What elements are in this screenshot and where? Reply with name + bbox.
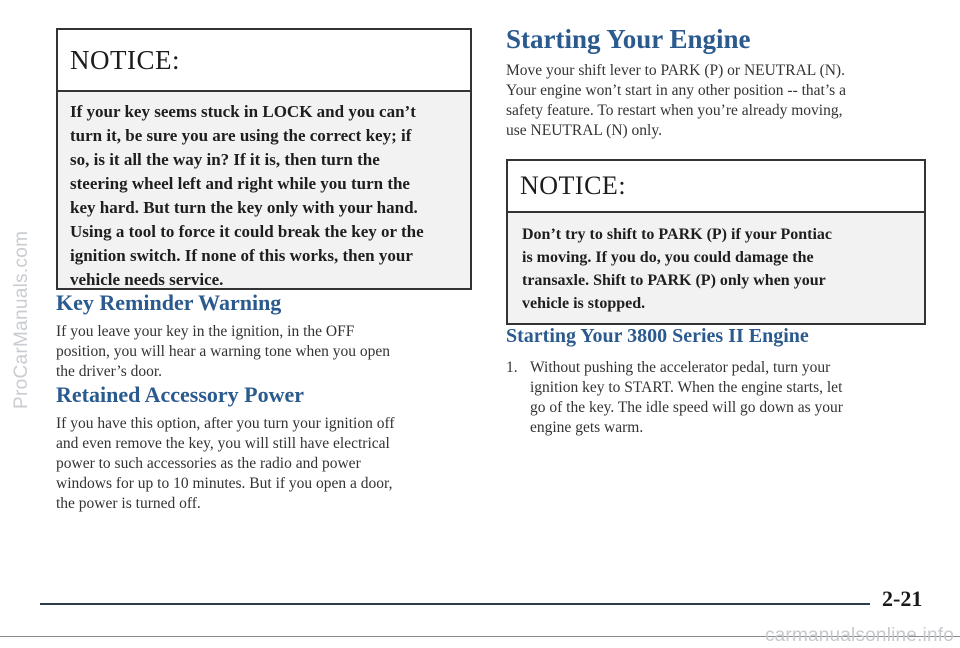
- body-line: Your engine won’t start in any other position -- that’s a: [506, 82, 846, 99]
- notice-title: NOTICE:: [58, 30, 470, 92]
- body-line: the power is turned off.: [56, 495, 201, 512]
- notice-text: [508, 213, 924, 315]
- notice-line: vehicle needs service.: [70, 270, 224, 289]
- step-line: Without pushing the accelerator pedal, turn your: [530, 359, 831, 376]
- body-line: position, you will hear a warning tone when you open: [56, 343, 391, 360]
- body-line: windows for up to 10 minutes. But if you open a door,: [56, 475, 393, 492]
- retained-power-heading: Retained Accessory Power: [56, 382, 305, 407]
- key-reminder-heading: Key Reminder Warning: [56, 290, 282, 315]
- notice-line: Don’t try to shift to PARK (P) if your Pontiac: [522, 226, 833, 243]
- notice-line: so, is it all the way in? If it is, then turn the: [70, 150, 380, 169]
- steps-list: [506, 358, 930, 438]
- body-line: safety feature. To restart when you’re already moving,: [506, 102, 843, 119]
- body-line: If you leave your key in the ignition, in the OFF: [56, 323, 355, 340]
- notice-box-park: [506, 159, 926, 325]
- left-column: [56, 28, 476, 514]
- footer-rule: [40, 603, 870, 605]
- bottom-watermark: carmanualsonline.info: [764, 625, 954, 646]
- side-watermark: ProCarManuals.com: [11, 230, 32, 410]
- page-number: 2-21: [882, 586, 923, 611]
- step-number: 1.: [506, 359, 518, 376]
- body-line: use NEUTRAL (N) only.: [506, 122, 662, 139]
- notice-line: Using a tool to force it could break the key or the: [70, 222, 424, 241]
- body-line: power to such accessories as the radio and power: [56, 455, 361, 472]
- body-line: and even remove the key, you will still have electrical: [56, 435, 390, 452]
- right-column: [506, 24, 930, 438]
- starting-engine-text: [506, 61, 930, 141]
- series-ii-heading: Starting Your 3800 Series II Engine: [506, 325, 809, 347]
- notice-box-key-stuck: [56, 28, 472, 290]
- body-line: If you have this option, after you turn your ignition off: [56, 415, 395, 432]
- notice-line: ignition switch. If none of this works, then your: [70, 246, 413, 265]
- body-line: Move your shift lever to PARK (P) or NEUTRAL (N).: [506, 62, 845, 79]
- starting-engine-heading: Starting Your Engine: [506, 24, 751, 54]
- step-line: engine gets warm.: [530, 419, 644, 436]
- notice-line: steering wheel left and right while you turn the: [70, 174, 410, 193]
- key-reminder-text: [56, 322, 476, 382]
- notice-text: [58, 92, 470, 292]
- notice-line: vehicle is stopped.: [522, 295, 646, 312]
- notice-line: If your key seems stuck in LOCK and you can’t: [70, 102, 416, 121]
- notice-line: is moving. If you do, you could damage the: [522, 249, 814, 266]
- notice-title: NOTICE:: [508, 161, 924, 213]
- notice-line: key hard. But turn the key only with your hand.: [70, 198, 418, 217]
- notice-line: turn it, be sure you are using the correct key; if: [70, 126, 412, 145]
- step-line: ignition key to START. When the engine starts, let: [530, 379, 843, 396]
- body-line: the driver’s door.: [56, 363, 163, 380]
- step-text: [530, 358, 843, 438]
- list-item: [506, 358, 930, 438]
- retained-power-text: [56, 414, 476, 514]
- step-line: go of the key. The idle speed will go down as your: [530, 399, 843, 416]
- notice-line: transaxle. Shift to PARK (P) only when your: [522, 272, 826, 289]
